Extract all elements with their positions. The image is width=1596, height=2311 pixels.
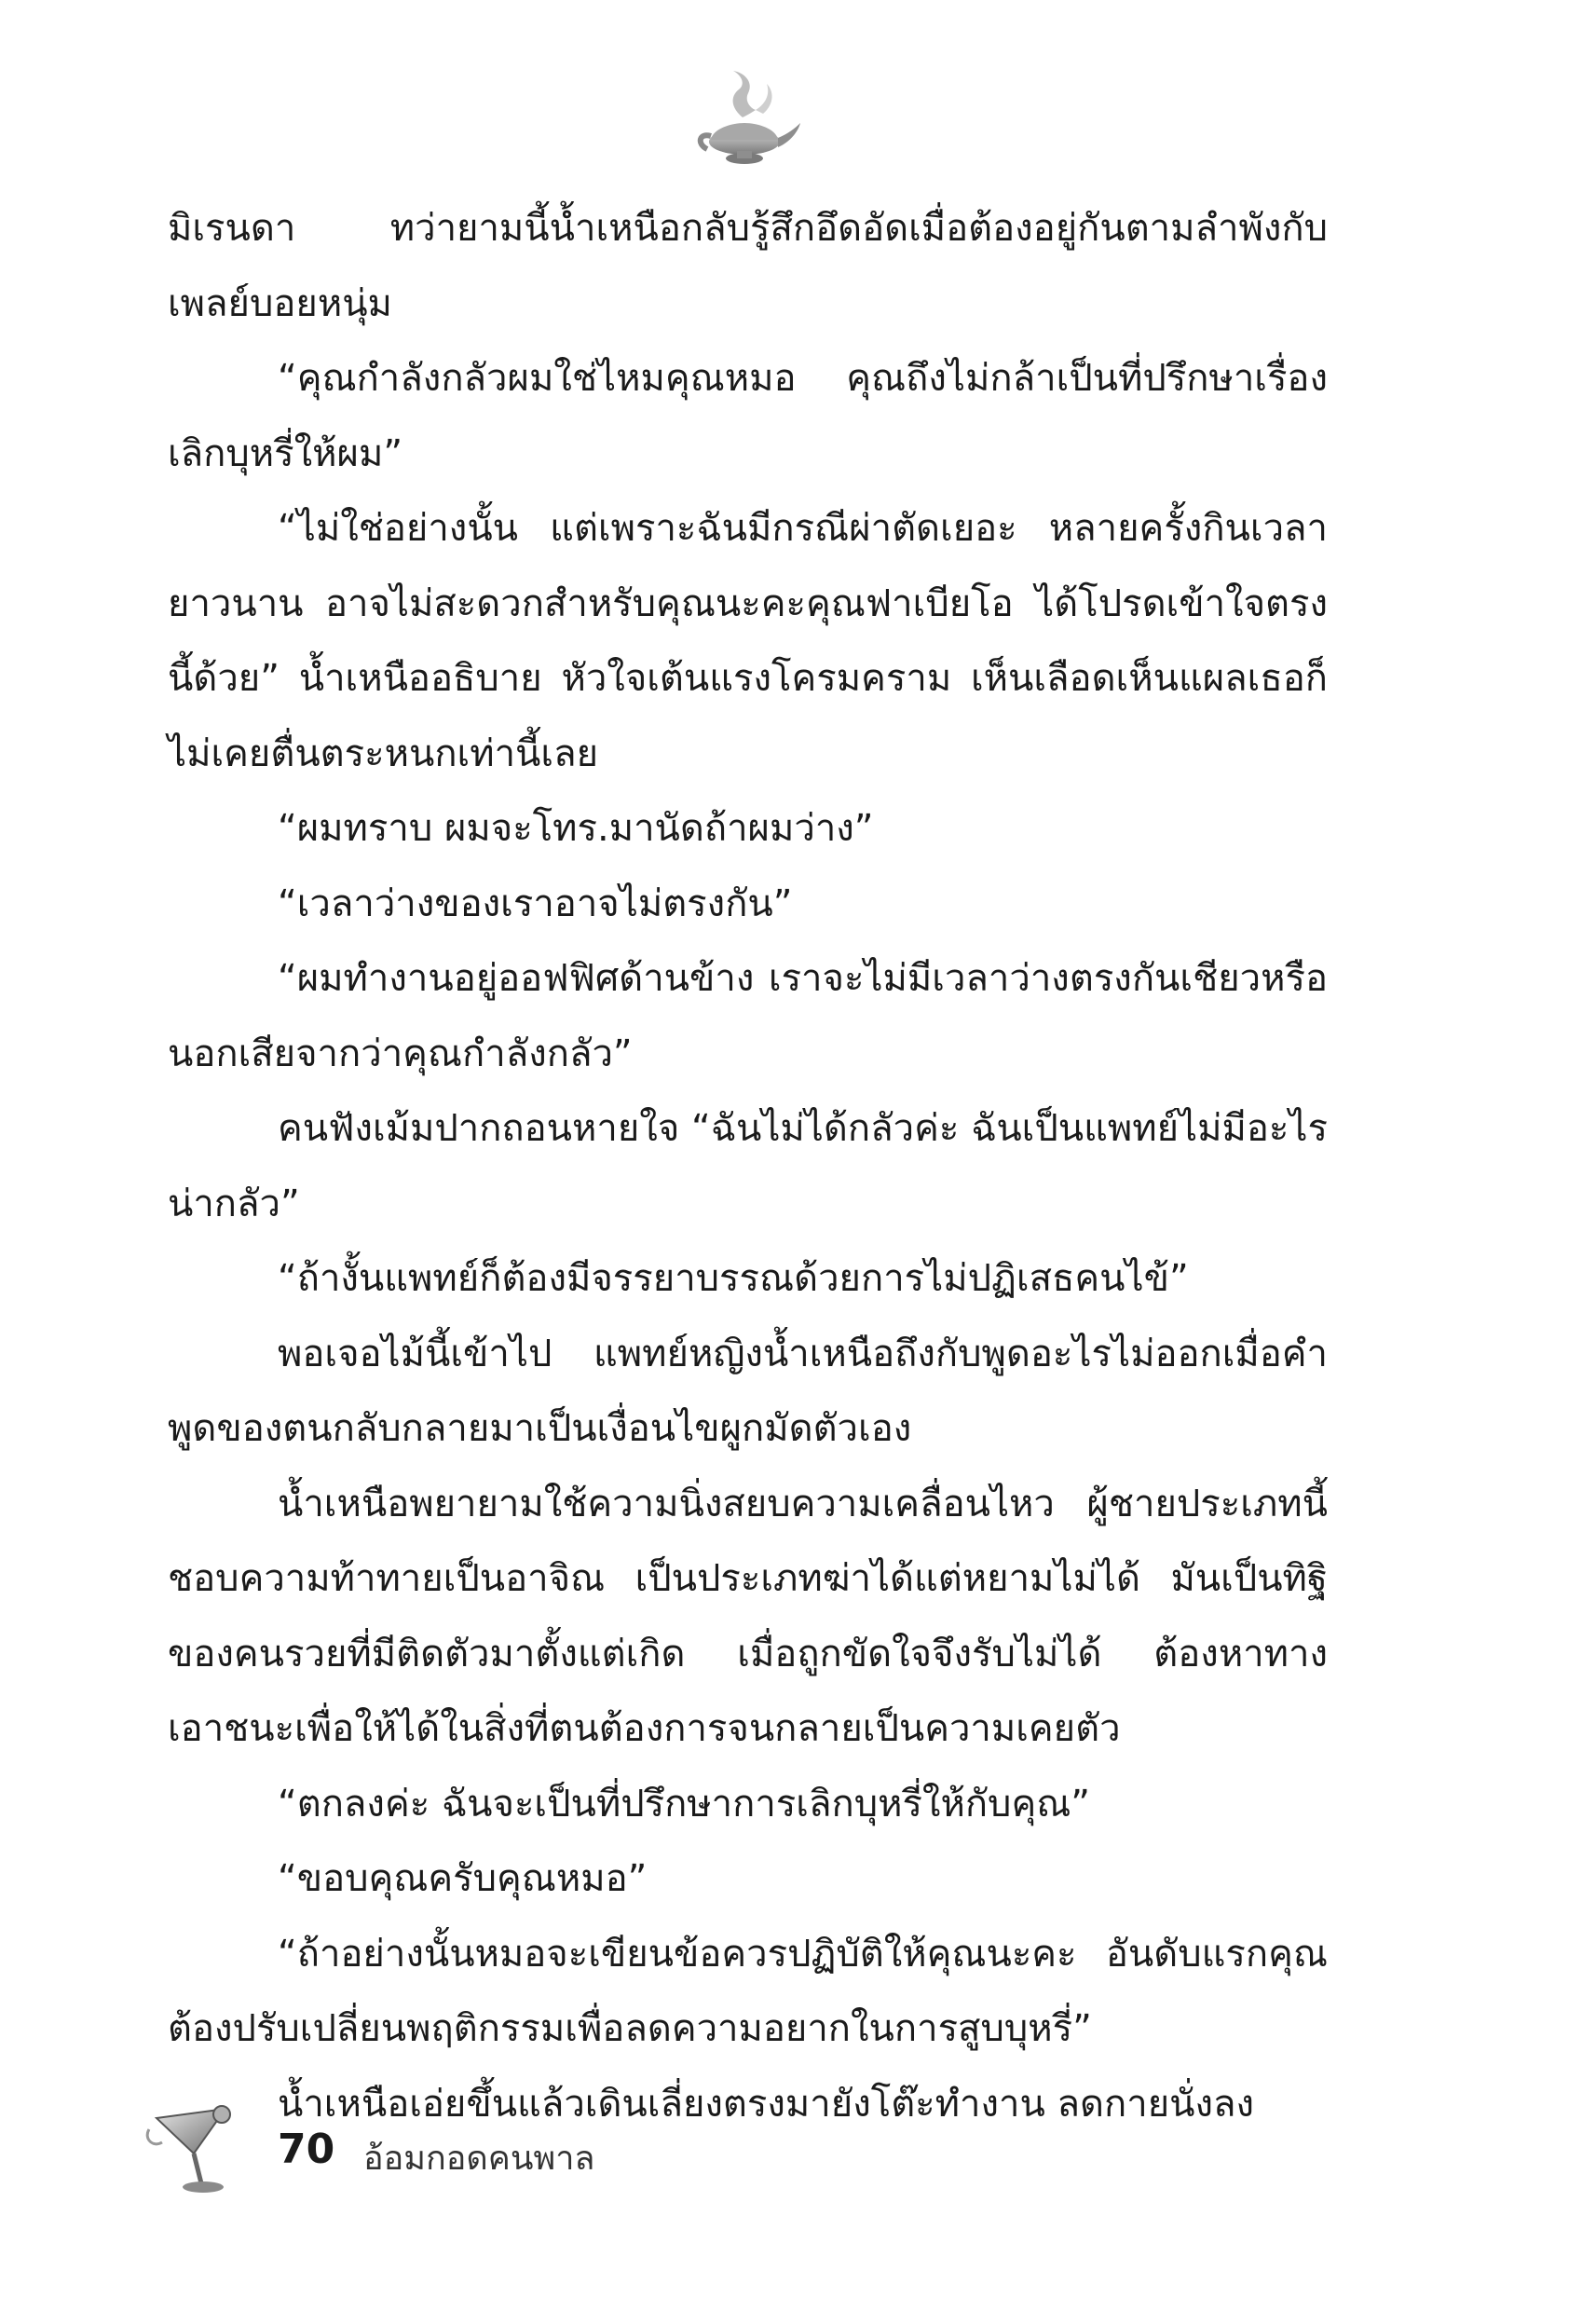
paragraph: “ผมทราบ ผมจะโทร.มานัดถ้าผมว่าง” xyxy=(278,807,874,850)
paragraph: “ถ้าอย่างนั้นหมอจะเขียนข้อควรปฏิบัติให้คุณนะคะ อันดับแรกคุณต้องปรับเปลี่ยนพฤติกรรมเพื่อลดความอยากในการสูบบุหรี่” xyxy=(168,1932,1328,2050)
genie-lamp-icon xyxy=(685,63,806,175)
page-number: 70 xyxy=(278,2126,335,2173)
page-footer xyxy=(140,2101,792,2213)
paragraph: “เวลาว่างของเราอาจไม่ตรงกัน” xyxy=(278,882,793,925)
book-title: อ้อมกอดคนพาล xyxy=(363,2140,595,2178)
cocktail-glass-icon xyxy=(140,2101,261,2204)
text-body xyxy=(168,191,1328,2141)
paragraph: น้ำเหนือเอ่ยขึ้นแล้วเดินเลี่ยงตรงมายังโต๊ะทำงาน ลดกายนั่งลง xyxy=(278,2082,1255,2126)
paragraph: น้ำเหนือพยายามใช้ความนิ่งสยบความเคลื่อนไหว ผู้ชายประเภทนี้ชอบความท้าทายเป็นอาจิณ เป็นประเภทฆ่าได้แต่หยามไม่ได้ มันเป็นทิฐิของคนรวยที่มีติดตัวมาตั้งแต่เกิด เมื่อถูกขัดใจจึงรับไม่ได้ ต้องหาทางเอาชนะเพื่อให้ได้ในสิ่งที่ตนต้องการจนกลายเป็นความเคยตัว xyxy=(168,1482,1328,1750)
paragraph: “ไม่ใช่อย่างนั้น แต่เพราะฉันมีกรณีผ่าตัดเยอะ หลายครั้งกินเวลายาวนาน อาจไม่สะดวกสำหรับคุณนะคะคุณฟาเบียโอ ได้โปรดเข้าใจตรงนี้ด้วย” น้ำเหนืออธิบาย หัวใจเต้นแรงโครมคราม เห็นเลือดเห็นแผลเธอก็ไม่เคยตื่นตระหนกเท่านี้เลย xyxy=(168,507,1328,775)
paragraph: “คุณกำลังกลัวผมใช่ไหมคุณหมอ คุณถึงไม่กล้าเป็นที่ปรึกษาเรื่องเลิกบุหรี่ให้ผม” xyxy=(168,357,1328,475)
paragraph: พอเจอไม้นี้เข้าไป แพทย์หญิงน้ำเหนือถึงกับพูดอะไรไม่ออกเมื่อคำพูดของตนกลับกลายมาเป็นเงื่อนไขผูกมัดตัวเอง xyxy=(168,1332,1328,1450)
paragraph: คนฟังเม้มปากถอนหายใจ “ฉันไม่ได้กลัวค่ะ ฉันเป็นแพทย์ไม่มีอะไรน่ากลัว” xyxy=(168,1107,1328,1225)
paragraph: “ขอบคุณครับคุณหมอ” xyxy=(278,1857,648,1900)
paragraph: มิเรนดา ทว่ายามนี้น้ำเหนือกลับรู้สึกอึดอัดเมื่อต้องอยู่กันตามลำพังกับเพลย์บอยหนุ่ม xyxy=(168,207,1328,325)
paragraph: “ถ้างั้นแพทย์ก็ต้องมีจรรยาบรรณด้วยการไม่ปฏิเสธคนไข้” xyxy=(278,1257,1189,1300)
paragraph: “ตกลงค่ะ ฉันจะเป็นที่ปรึกษาการเลิกบุหรี่ให้กับคุณ” xyxy=(278,1782,1091,1826)
paragraph: “ผมทำงานอยู่ออฟฟิศด้านข้าง เราจะไม่มีเวลาว่างตรงกันเชียวหรือ นอกเสียจากว่าคุณกำลังกลัว” xyxy=(168,957,1328,1075)
